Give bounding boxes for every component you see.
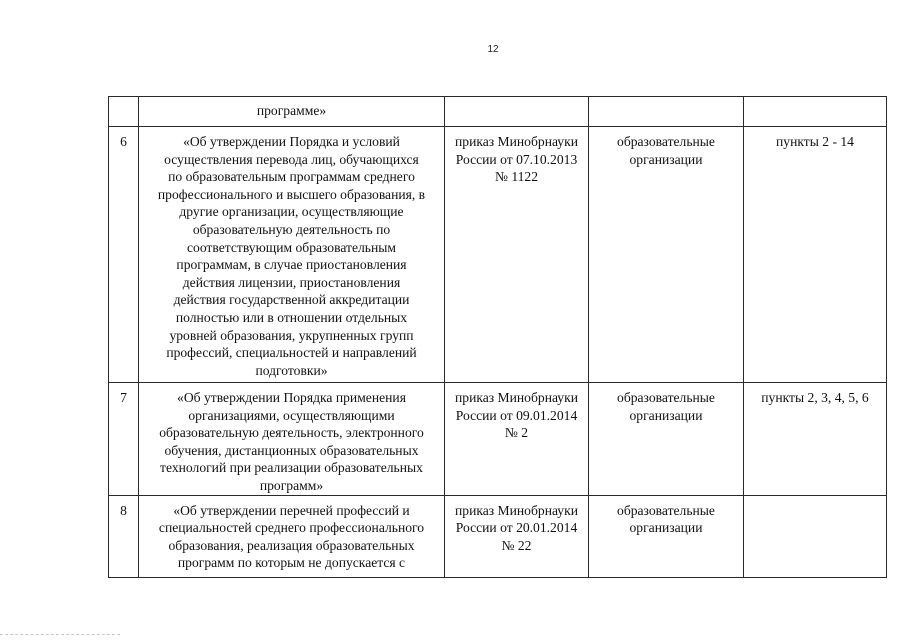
act-document-cell <box>445 97 589 127</box>
organizations-line: образовательные <box>617 134 715 149</box>
row-number-cell: 8 <box>109 495 139 577</box>
organizations-line: организации <box>629 520 703 536</box>
act-name-line: полностью или в отношении отдельных <box>175 309 408 325</box>
organizations-cell <box>589 495 744 577</box>
act-name-cell: программе» <box>139 97 445 127</box>
organizations-cell <box>589 127 744 383</box>
act-name-line: программам, в случае приостановления <box>176 257 407 273</box>
act-document-line: приказ Минобрнауки <box>455 502 578 518</box>
organizations-cell <box>589 383 744 496</box>
act-document-cell <box>445 495 589 577</box>
act-name-line: «Об утверждении Порядка и условий <box>183 134 400 149</box>
act-name-line: подготовки» <box>255 362 328 378</box>
points-cell <box>744 495 887 577</box>
points-cell: пункты 2 - 14 <box>744 127 887 383</box>
table-row <box>109 495 887 577</box>
table-row-continuation <box>109 97 887 127</box>
act-name-line: образовательную деятельность, электронного <box>159 425 424 441</box>
act-document-line: России от 20.01.2014 <box>455 520 578 536</box>
act-name-line: технологий при реализации образовательных <box>160 460 423 476</box>
act-name-line: профессионального и высшего образования, в <box>157 186 426 202</box>
act-name-line: по образовательным программам среднего <box>168 169 415 185</box>
organizations-line: организации <box>629 407 703 423</box>
act-name-line: осуществления перевода лиц, обучающихся <box>164 151 419 167</box>
act-name-line: программ» <box>259 477 324 493</box>
act-name-line: организациями, осуществляющими <box>188 407 395 423</box>
act-name-line: «Об утверждении Порядка применения <box>177 390 406 405</box>
act-document-line: приказ Минобрнауки <box>455 134 578 149</box>
act-name-line: «Об утверждении перечней профессий и <box>173 502 410 518</box>
act-name-line: программ по которым не допускается с <box>177 555 406 571</box>
act-name-line: соответствующим образовательным <box>186 239 396 255</box>
scan-edge-mark <box>0 634 120 636</box>
points-cell: пункты 2, 3, 4, 5, 6 <box>744 383 887 496</box>
organizations-line: образовательные <box>617 390 715 405</box>
act-document-line: № 2 <box>504 425 529 441</box>
act-name-line: образования, реализация образовательных <box>168 537 415 553</box>
act-name-line: другие организации, осуществляющие <box>179 204 404 220</box>
regulations-table <box>108 96 887 578</box>
organizations-line: образовательные <box>617 502 715 518</box>
act-name-line: действия лицензии, приостановления <box>182 274 401 290</box>
page-number: 12 <box>487 44 499 55</box>
organizations-cell <box>589 97 744 127</box>
act-document-cell <box>445 127 589 383</box>
act-name-line: уровней образования, укрупненных групп <box>169 327 414 343</box>
act-name-cell <box>139 383 445 496</box>
act-document-line: России от 09.01.2014 <box>455 407 578 423</box>
act-name-line: профессий, специальностей и направлений <box>166 345 417 361</box>
act-name-line: специальностей среднего профессионального <box>158 520 425 536</box>
table-row <box>109 127 887 383</box>
act-document-cell <box>445 383 589 496</box>
row-number-cell: 6 <box>109 127 139 383</box>
act-name-cell <box>139 495 445 577</box>
act-name-cell <box>139 127 445 383</box>
act-name-line: обучения, дистанционных образовательных <box>164 442 419 458</box>
row-number-cell <box>109 97 139 127</box>
act-document-line: России от 07.10.2013 <box>455 151 578 167</box>
row-number-cell: 7 <box>109 383 139 496</box>
act-document-line: № 1122 <box>494 169 539 185</box>
act-name-line: образовательную деятельность по <box>192 221 391 237</box>
act-document-line: № 22 <box>501 537 532 553</box>
organizations-line: организации <box>629 151 703 167</box>
act-document-line: приказ Минобрнауки <box>455 390 578 405</box>
act-name-line: действия государственной аккредитации <box>173 292 410 308</box>
points-cell <box>744 97 887 127</box>
table-row <box>109 383 887 496</box>
